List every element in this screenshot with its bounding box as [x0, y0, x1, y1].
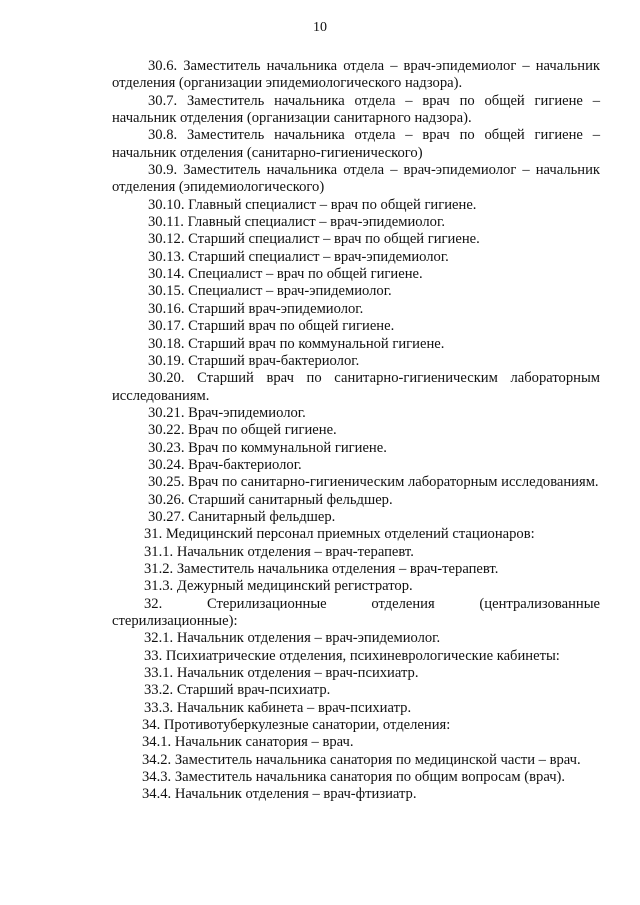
paragraph-34-1: 34.1. Начальник санатория – врач. [142, 734, 354, 751]
paragraph-30-16: 30.16. Старший врач-эпидемиолог. [148, 300, 364, 317]
paragraph-30-23: 30.23. Врач по коммунальной гигиене. [148, 439, 387, 456]
paragraph-30-14: 30.14. Специалист – врач по общей гигиене. [148, 266, 423, 283]
paragraph-30-19: 30.19. Старший врач-бактериолог. [148, 352, 360, 369]
paragraph-30-25: 30.25. Врач по санитарно-гигиеническим лабораторным исследованиям. [148, 474, 599, 491]
paragraph-30-11: 30.11. Главный специалист – врач-эпидемиолог. [148, 214, 445, 231]
paragraph-30-8: 30.8. Заместитель начальника отдела – врач по общей гигиене – начальник отделения (санитарно-гигиенического) [112, 127, 600, 161]
paragraph-30-26: 30.26. Старший санитарный фельдшер. [148, 491, 393, 508]
paragraph-33-2: 33.2. Старший врач-психиатр. [144, 682, 331, 699]
paragraph-33: 33. Психиатрические отделения, психиневрологические кабинеты: [144, 647, 560, 664]
paragraph-30-13: 30.13. Старший специалист – врач-эпидемиолог. [148, 248, 449, 265]
paragraph-30-10: 30.10. Главный специалист – врач по общей гигиене. [148, 196, 477, 213]
paragraph-31-2: 31.2. Заместитель начальника отделения – врач-терапевт. [144, 560, 499, 577]
page-number: 10 [313, 20, 327, 35]
paragraph-34: 34. Противотуберкулезные санатории, отделения: [142, 717, 451, 734]
paragraph-33-3: 33.3. Начальник кабинета – врач-психиатр. [144, 699, 412, 716]
paragraph-31: 31. Медицинский персонал приемных отделений стационаров: [144, 526, 535, 543]
paragraph-34-3: 34.3. Заместитель начальника санатория по общим вопросам (врач). [142, 769, 566, 786]
paragraph-33-1: 33.1. Начальник отделения – врач-психиатр. [144, 665, 419, 682]
paragraph-30-18: 30.18. Старший врач по коммунальной гигиене. [148, 335, 445, 352]
paragraph-34-4: 34.4. Начальник отделения – врач-фтизиатр. [142, 786, 417, 803]
paragraph-31-1: 31.1. Начальник отделения – врач-терапевт. [144, 543, 414, 560]
paragraph-30-17: 30.17. Старший врач по общей гигиене. [148, 318, 395, 335]
paragraph-30-20: 30.20. Старший врач по санитарно-гигиеническим лабораторным исследованиям. [112, 370, 600, 404]
paragraph-30-24: 30.24. Врач-бактериолог. [148, 456, 302, 473]
paragraph-30-21: 30.21. Врач-эпидемиолог. [148, 404, 306, 421]
paragraph-34-2: 34.2. Заместитель начальника санатория по медицинской части – врач. [142, 751, 581, 768]
paragraph-32: 32. Стерилизационные отделения (централизованные стерилизационные): [112, 595, 600, 629]
paragraph-30-6: 30.6. Заместитель начальника отдела – врач-эпидемиолог – начальник отделения (организации эпидемиологического надзора). [112, 58, 600, 92]
paragraph-30-27: 30.27. Санитарный фельдшер. [148, 508, 336, 525]
paragraph-32-1: 32.1. Начальник отделения – врач-эпидемиолог. [144, 630, 441, 647]
paragraph-30-12: 30.12. Старший специалист – врач по общей гигиене. [148, 231, 480, 248]
paragraph-30-15: 30.15. Специалист – врач-эпидемиолог. [148, 283, 392, 300]
document-body [112, 58, 600, 804]
paragraph-30-22: 30.22. Врач по общей гигиене. [148, 422, 337, 439]
paragraph-31-3: 31.3. Дежурный медицинский регистратор. [144, 578, 413, 595]
paragraph-30-9: 30.9. Заместитель начальника отдела – врач-эпидемиолог – начальник отделения (эпидемиологического) [112, 162, 600, 196]
paragraph-30-7: 30.7. Заместитель начальника отдела – врач по общей гигиене – начальник отделения (организации санитарного надзора). [112, 92, 600, 127]
